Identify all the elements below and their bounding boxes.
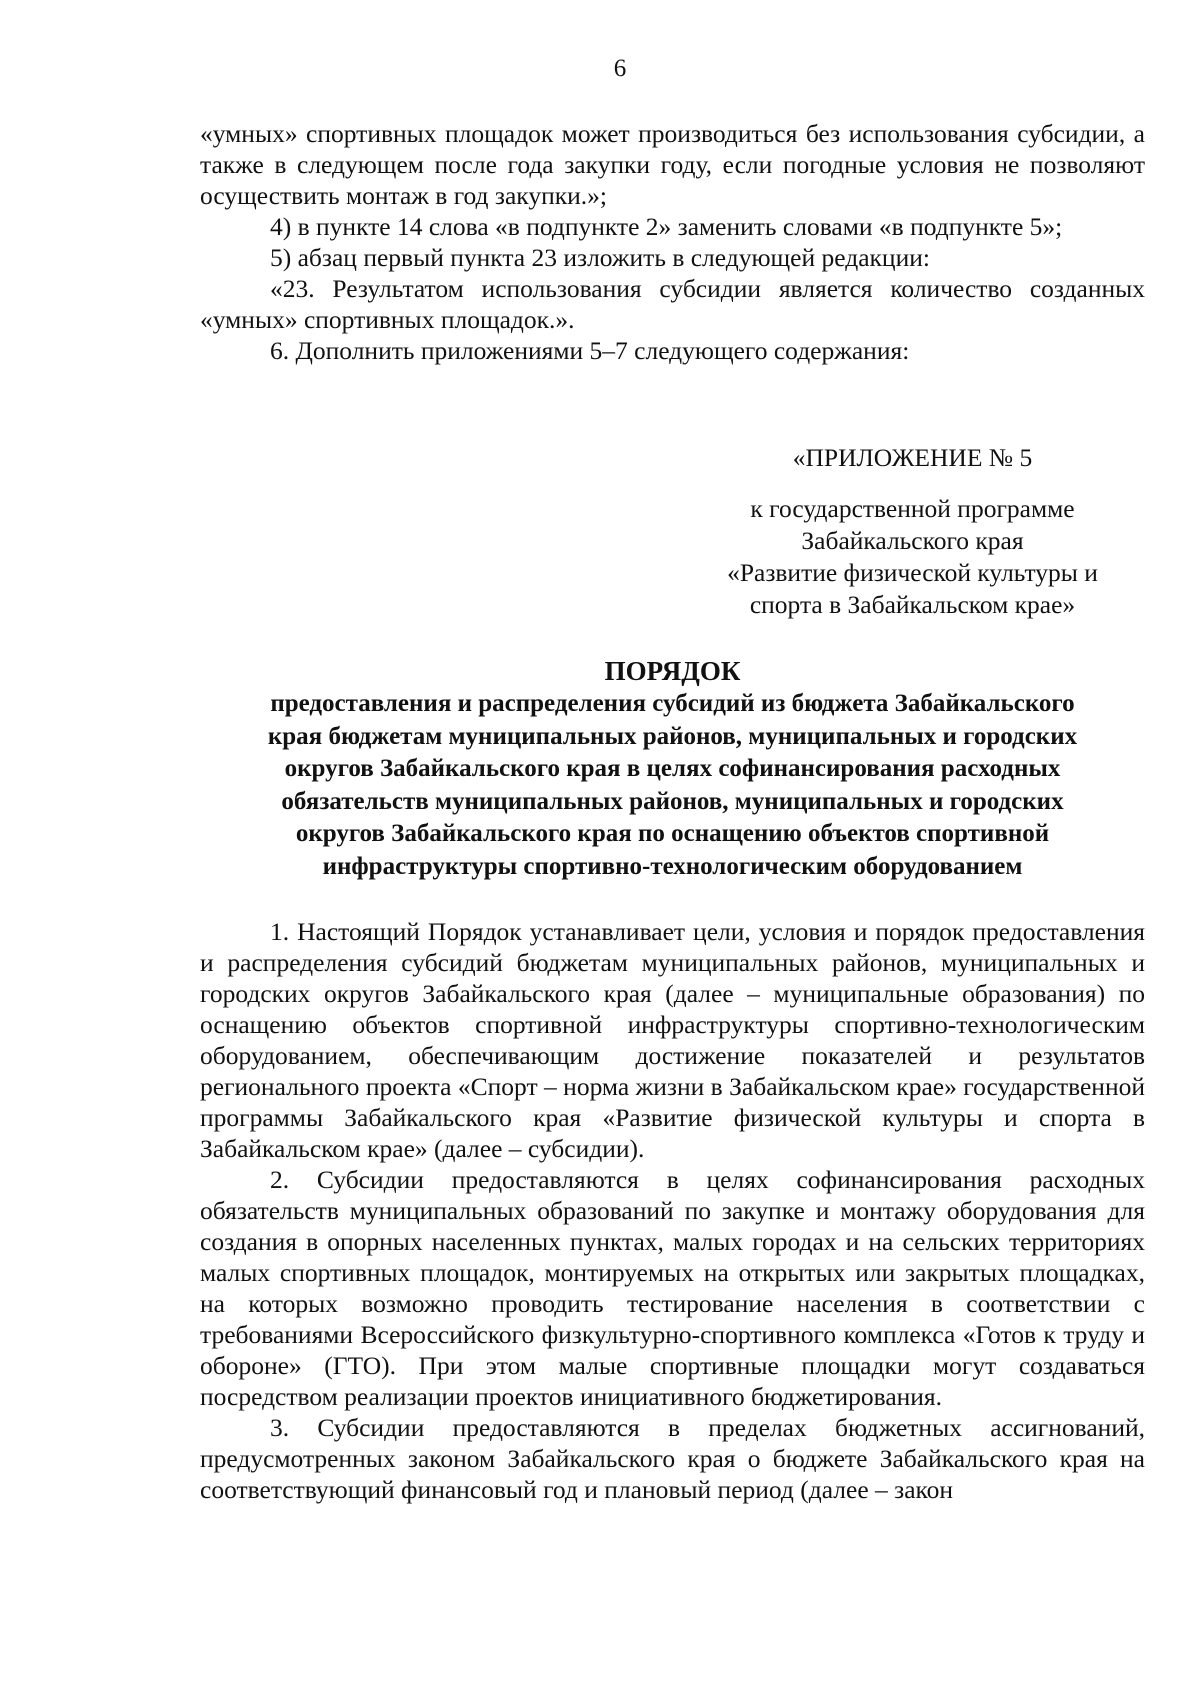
heading-line: инфраструктуры спортивно-технологическим оборудованием (322, 852, 1023, 880)
paragraph: 3. Субсидии предоставляются в пределах бюджетных ассигнований, предусмотренных законом Забайкальского края о бюджете Забайкальского края на соответствующий финансовый год и плановый период (далее – закон (200, 1413, 1145, 1504)
heading-subtitle (200, 688, 1145, 883)
page-number: 6 (613, 55, 627, 82)
paragraph: «умных» спортивных площадок может производиться без использования субсидии, а также в следующем после года закупки году, если погодные условия не позволяют осуществить монтаж в год закупки.»; (200, 119, 1145, 210)
appendix-reference (690, 493, 1135, 621)
heading-line: обязательств муниципальных районов, муниципальных и городских (281, 787, 1064, 815)
heading-title: ПОРЯДОК (604, 656, 741, 686)
appendix-title: «ПРИЛОЖЕНИЕ № 5 (792, 443, 1033, 472)
heading-line: округов Забайкальского края в целях софинансирования расходных (284, 755, 1061, 782)
amendment-text (200, 118, 1145, 366)
paragraph: «23. Результатом использования субсидии является количество созданных «умных» спортивных площадок.». (200, 274, 1145, 334)
appendix-line: Забайкальского края (801, 526, 1024, 555)
paragraph: 1. Настоящий Порядок устанавливает цели, условия и порядок предоставления и распределения субсидий бюджетам муниципальных районов, муниципальных и городских округов Забайкальского края (далее – муниципальные образования) по оснащению объектов спортивной инфраструктуры спортивно-технологическим оборудованием, обеспечивающим достижение показателей и результатов регионального проекта «Спорт – норма жизни в Забайкальском крае» государственной программы Забайкальского края «Развитие физической культуры и спорта в Забайкальском крае» (далее – субсидии). (200, 917, 1145, 1163)
document-heading (200, 654, 1145, 883)
heading-line: округов Забайкальского края по оснащению объектов спортивной (295, 820, 1050, 847)
paragraph: 2. Субсидии предоставляются в целях софинансирования расходных обязательств муниципальных образований по закупке и монтажу оборудования для создания в опорных населенных пунктах, малых городах и на сельских территориях малых спортивных площадок, монтируемых на открытых или закрытых площадках, на которых возможно проводить тестирование населения в соответствии с требованиями Всероссийского физкультурно-спортивного комплекса «Готов к труду и обороне» (ГТО). При этом малые спортивные площадки могут создаваться посредством реализации проектов инициативного бюджетирования. (200, 1165, 1145, 1411)
procedure-text (200, 916, 1145, 1505)
paragraph: 4) в пункте 14 слова «в подпункте 2» заменить словами «в подпункте 5»; (270, 212, 1063, 241)
appendix-line: спорта в Забайкальском крае» (749, 590, 1076, 619)
paragraph: 5) абзац первый пункта 23 изложить в следующей редакции: (270, 243, 930, 272)
appendix-line: «Развитие физической культуры и (727, 558, 1098, 587)
heading-line: края бюджетам муниципальных районов, муниципальных и городских (267, 722, 1078, 750)
heading-line: предоставления и распределения субсидий из бюджета Забайкальского (270, 690, 1075, 717)
paragraph: 6. Дополнить приложениями 5–7 следующего содержания: (270, 336, 910, 365)
appendix-line: к государственной программе (750, 494, 1075, 523)
